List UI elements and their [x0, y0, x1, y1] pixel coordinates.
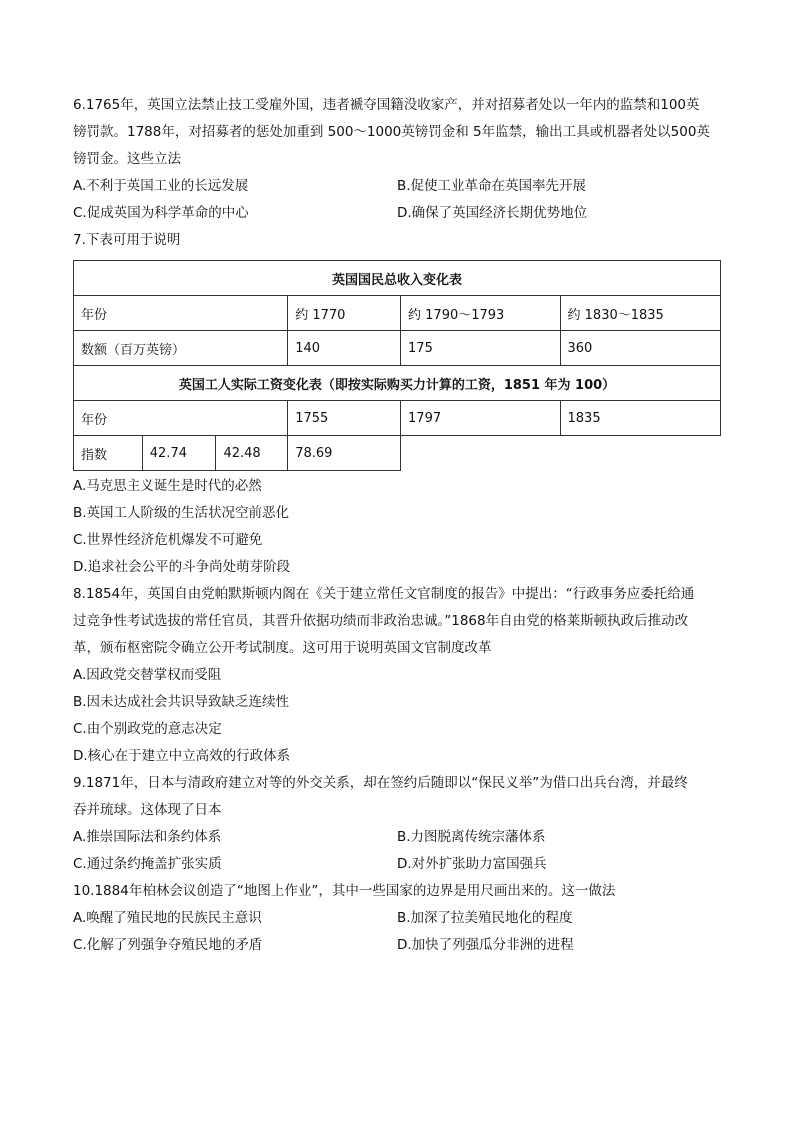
- table-cell: 1797: [401, 401, 560, 436]
- option-d[interactable]: D.对外扩张助力富国强兵: [397, 856, 547, 872]
- question-9-stem-line: 9.1871年，日本与清政府建立对等的外交关系，却在签约后随即以“保民义举”为借口出兵台湾，并最终: [73, 775, 688, 791]
- question-8-stem-line: 过竞争性考试选拔的常任官员，其晋升依据功绩而非政治忠诚。”1868年自由党的格莱斯顿执政后推动改: [73, 613, 689, 629]
- table-cell: 78.69: [288, 436, 401, 471]
- option-a[interactable]: A.马克思主义诞生是时代的必然: [73, 478, 262, 494]
- question-10-options-row: [73, 905, 721, 932]
- option-c[interactable]: C.通过条约掩盖扩张实质: [73, 856, 222, 872]
- table-cell: 约 1790～1793: [401, 296, 560, 331]
- question-6-stem-line: 6.1765年，英国立法禁止技工受雇外国，违者褫夺国籍没收家产，并对招募者处以一年内的监禁和100英: [73, 97, 700, 113]
- table-title-wage: 英国工人实际工资变化表（即按实际购买力计算的工资，1851 年为 100）: [74, 366, 721, 401]
- table-cell: 指数: [74, 436, 143, 471]
- option-d[interactable]: D.核心在于建立中立高效的行政体系: [73, 748, 291, 764]
- table-empty-cell: [401, 436, 560, 471]
- option-b[interactable]: B.促使工业革命在英国率先开展: [397, 178, 587, 194]
- question-9-stem-line: 吞并琉球。这体现了日本: [73, 802, 222, 818]
- option-d[interactable]: D.确保了英国经济长期优势地位: [397, 205, 588, 221]
- question-8-stem-line: 8.1854年，英国自由党帕默斯顿内阁在《关于建立常任文官制度的报告》中提出：“行政事务应委托给通: [73, 586, 695, 602]
- option-d[interactable]: D.加快了列强瓜分非洲的进程: [397, 937, 574, 953]
- question-6-options-row: [73, 173, 721, 200]
- question-7-stem: 7.下表可用于说明: [73, 232, 181, 248]
- table-cell: 1755: [288, 401, 401, 436]
- question-10: [73, 878, 721, 959]
- income-wage-table: [73, 260, 721, 471]
- question-6-stem-line: 镑罚金。这些立法: [73, 151, 181, 167]
- question-10-options-row: [73, 932, 721, 959]
- question-9-options-row: [73, 824, 721, 851]
- option-a[interactable]: A.推崇国际法和条约体系: [73, 829, 222, 845]
- table-cell: 42.48: [216, 436, 288, 471]
- question-9-options-row: [73, 851, 721, 878]
- exam-page: [73, 92, 721, 959]
- question-8: [73, 581, 721, 770]
- question-6-options-row: [73, 200, 721, 227]
- table-cell: 175: [401, 331, 560, 366]
- table-cell: 42.74: [142, 436, 216, 471]
- option-a[interactable]: A.不利于英国工业的长远发展: [73, 178, 249, 194]
- table-cell: 约 1830～1835: [560, 296, 720, 331]
- option-a[interactable]: A.因政党交替掌权而受阻: [73, 667, 222, 683]
- table-cell: 约 1770: [288, 296, 401, 331]
- table-cell: 360: [560, 331, 720, 366]
- question-9: [73, 770, 721, 878]
- question-6: [73, 92, 721, 227]
- option-b[interactable]: B.力图脱离传统宗藩体系: [397, 829, 546, 845]
- option-c[interactable]: C.促成英国为科学革命的中心: [73, 205, 249, 221]
- table-cell: 年份: [74, 401, 288, 436]
- question-6-stem-line: 镑罚款。1788年，对招募者的惩处加重到 500～1000英镑罚金和 5年监禁，输出工具或机器者处以500英: [73, 124, 710, 140]
- option-c[interactable]: C.化解了列强争夺殖民地的矛盾: [73, 937, 263, 953]
- option-c[interactable]: C.世界性经济危机爆发不可避免: [73, 532, 263, 548]
- option-d[interactable]: D.追求社会公平的斗争尚处萌芽阶段: [73, 559, 291, 575]
- table-cell: 数额（百万英镑）: [74, 331, 288, 366]
- table-empty-cell: [560, 436, 720, 471]
- option-b[interactable]: B.英国工人阶级的生活状况空前恶化: [73, 505, 290, 521]
- question-8-stem-line: 革，颁布枢密院令确立公开考试制度。这可用于说明英国文官制度改革: [73, 640, 492, 656]
- question-7: [73, 227, 721, 581]
- table-title-income: 英国国民总收入变化表: [74, 261, 721, 296]
- table-cell: 年份: [74, 296, 288, 331]
- question-10-stem: 10.1884年柏林会议创造了“地图上作业”，其中一些国家的边界是用尺画出来的。这一做法: [73, 883, 616, 899]
- option-b[interactable]: B.因未达成社会共识导致缺乏连续性: [73, 694, 290, 710]
- option-c[interactable]: C.由个别政党的意志决定: [73, 721, 222, 737]
- table-cell: 140: [288, 331, 401, 366]
- option-b[interactable]: B.加深了拉美殖民地化的程度: [397, 910, 573, 926]
- table-cell: 1835: [560, 401, 720, 436]
- option-a[interactable]: A.唤醒了殖民地的民族民主意识: [73, 910, 262, 926]
